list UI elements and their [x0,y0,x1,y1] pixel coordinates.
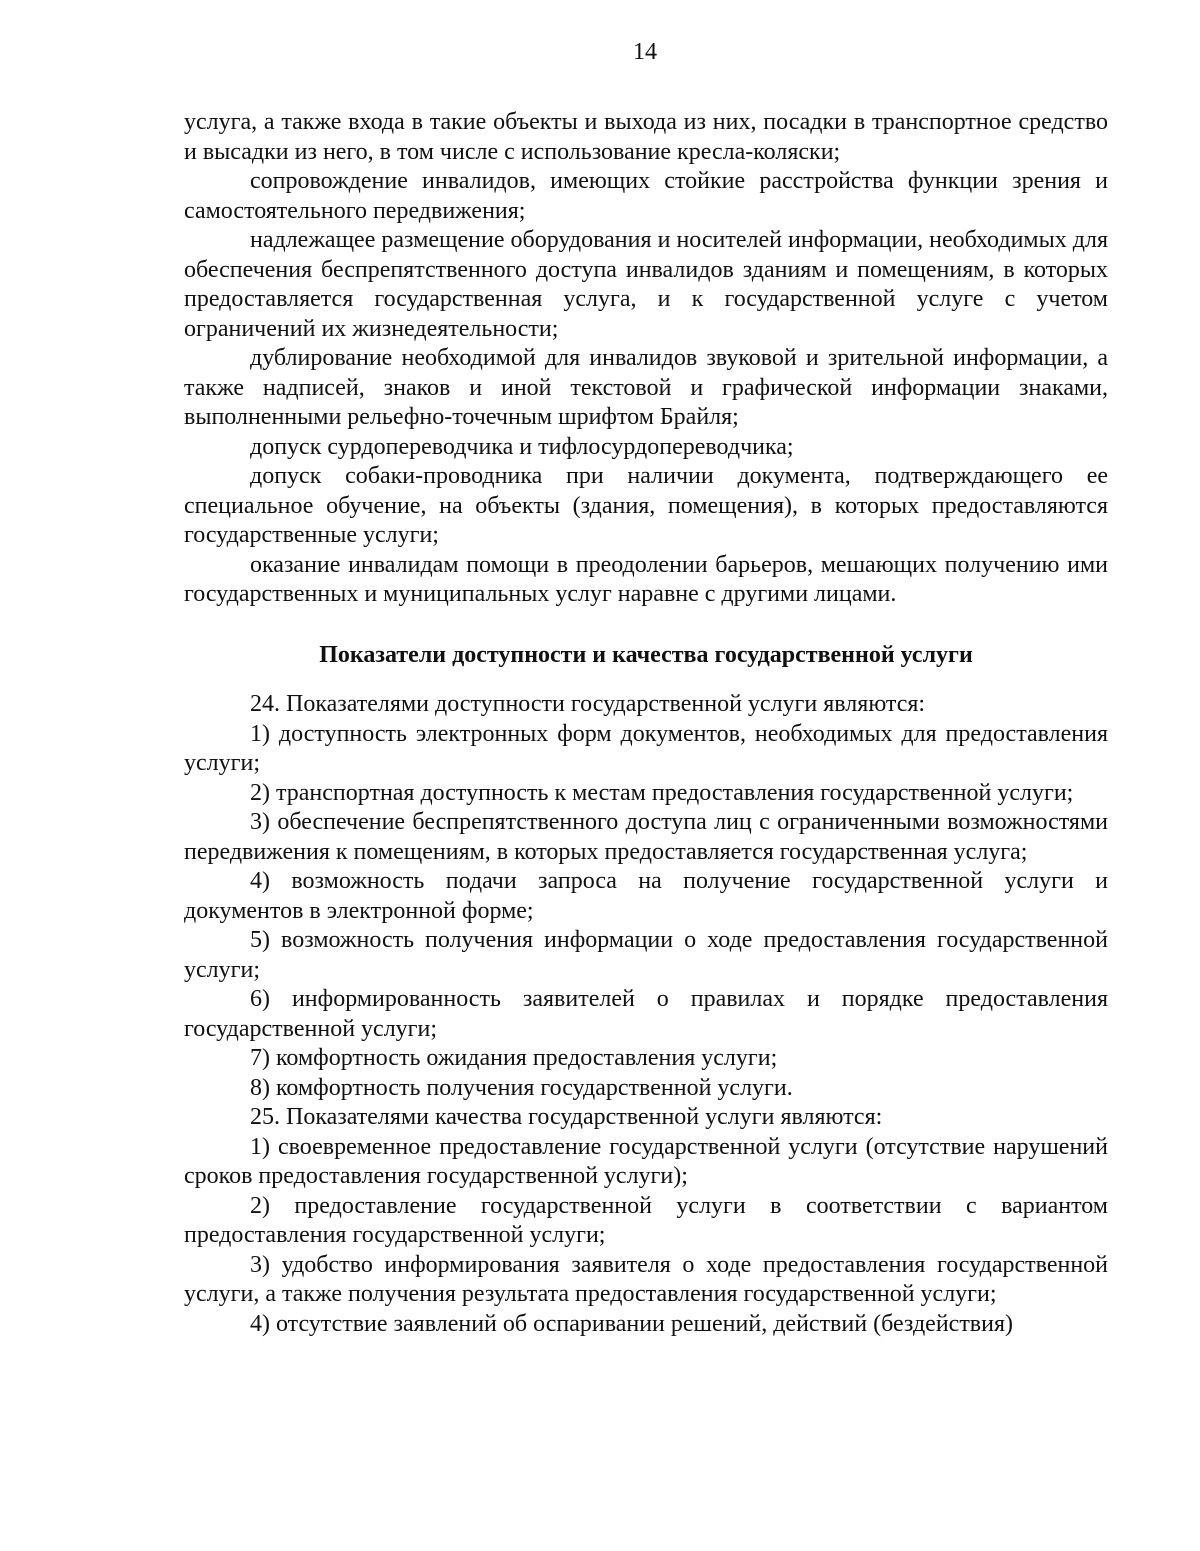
list-item: 1) доступность электронных форм документов, необходимых для предоставления услуги; [184,720,1108,776]
paragraph: оказание инвалидам помощи в преодолении барьеров, мешающих получению ими государственных и муниципальных услуг наравне с другими лицами. [184,551,1108,607]
list-item: 2) предоставление государственной услуги в соответствии с вариантом предоставления государственной услуги; [184,1192,1108,1248]
paragraph: допуск собаки-проводника при наличии документа, подтверждающего ее специальное обучение, на объекты (здания, помещения), в которых предоставляются государственные услуги; [184,463,1108,548]
paragraph-continuation: услуга, а также входа в такие объекты и выхода из них, посадки в транспортное средство и высадки из него, в том числе с использование кресла-коляски; [184,109,1108,165]
list-item: 4) отсутствие заявлений об оспаривании решений, действий (бездействия) [250,1310,1014,1337]
intro-text-block [184,108,1108,610]
page-number: 14 [633,39,657,65]
section-text-block [184,690,1108,1339]
paragraph: сопровождение инвалидов, имеющих стойкие расстройства функции зрения и самостоятельного передвижения; [184,168,1108,224]
list-item: 2) транспортная доступность к местам предоставления государственной услуги; [250,779,1074,806]
paragraph: дублирование необходимой для инвалидов звуковой и зрительной информации, а также надписей, знаков и иной текстовой и графической информации знаками, выполненными рельефно-точечным шрифтом Брайля; [184,345,1108,430]
list-item: 1) своевременное предоставление государственной услуги (отсутствие нарушений сроков предоставления государственной услуги); [184,1133,1108,1189]
list-item: 8) комфортность получения государственной услуги. [250,1074,793,1101]
paragraph: надлежащее размещение оборудования и носителей информации, необходимых для обеспечения беспрепятственного доступа инвалидов зданиям и помещениям, в которых предоставляется государственная услуга, и к государственной услуге с учетом ограничений их жизнедеятельности; [184,227,1108,342]
list-item: 6) информированность заявителей о правилах и порядке предоставления государственной услуги; [184,986,1108,1042]
paragraph: допуск сурдопереводчика и тифлосурдопереводчика; [250,433,794,460]
list-item: 7) комфортность ожидания предоставления услуги; [250,1045,778,1071]
list-item: 3) обеспечение беспрепятственного доступа лиц с ограниченными возможностями передвижения к помещениям, в которых предоставляется государственная услуга; [184,809,1108,865]
list-item: 5) возможность получения информации о ходе предоставления государственной услуги; [184,927,1108,983]
list-item: 4) возможность подачи запроса на получение государственной услуги и документов в электронной форме; [184,868,1108,924]
list-item: 3) удобство информирования заявителя о ходе предоставления государственной услуги, а также получения результата предоставления государственной услуги; [184,1251,1108,1307]
section-heading: Показатели доступности и качества государственной услуги [319,642,973,668]
paragraph: 25. Показателями качества государственной услуги являются: [250,1104,883,1130]
paragraph: 24. Показателями доступности государственной услуги являются: [250,691,926,717]
